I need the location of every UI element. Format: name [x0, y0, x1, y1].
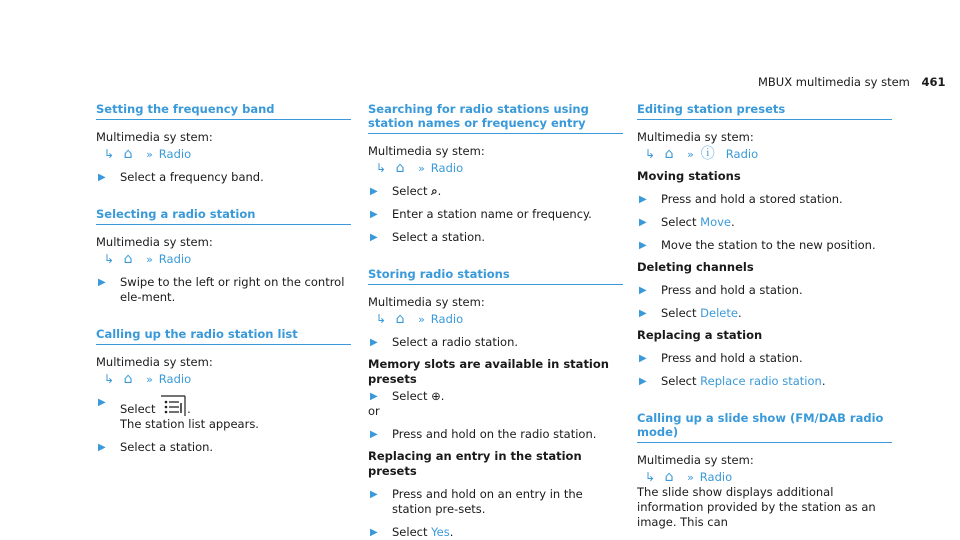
- plus-icon: ⊕: [431, 389, 441, 403]
- step-arrow-icon: ▶: [370, 489, 378, 500]
- menu-path: [104, 147, 351, 162]
- instruction-step: [637, 192, 892, 207]
- chevron-icon: »: [418, 313, 425, 326]
- replace-option: Replace radio station: [700, 374, 822, 388]
- yes-option: Yes: [431, 525, 450, 539]
- step-arrow-icon: ▶: [98, 442, 106, 453]
- step-arrow-icon: ▶: [370, 337, 378, 348]
- step-arrow-icon: ▶: [370, 429, 378, 440]
- system-label: Multimedia sy stem:: [637, 130, 754, 144]
- section-title: Calling up a slide show (FM/DAB radio mode): [637, 411, 892, 443]
- menu-path: [645, 470, 892, 485]
- station-list-icon: [159, 395, 187, 417]
- system-label: Multimedia sy stem:: [368, 295, 485, 309]
- section-title: Storing radio stations: [368, 267, 623, 285]
- radio-link: Radio: [158, 252, 192, 266]
- system-label: Multimedia sy stem:: [96, 235, 213, 249]
- chevron-icon: »: [418, 162, 425, 175]
- paragraph: The slide show displays additional information provided by the station as an image. This can: [637, 485, 876, 529]
- subheading: Deleting channels: [637, 260, 754, 274]
- step-text: Press and hold on the radio station.: [392, 427, 597, 441]
- instruction-step: [368, 207, 623, 222]
- menu-path: [376, 312, 623, 327]
- menu-path: [104, 372, 351, 387]
- path-arrow-icon: ↳: [376, 161, 387, 175]
- subheading: Replacing a station: [637, 328, 763, 342]
- home-icon: ⌂: [123, 251, 133, 267]
- step-text: Select a station.: [392, 230, 486, 244]
- step-arrow-icon: ▶: [639, 308, 647, 319]
- delete-option: Delete: [700, 306, 738, 320]
- step-arrow-icon: ▶: [370, 391, 378, 402]
- home-icon: ⌂: [395, 311, 405, 327]
- instruction-step: ▶ Select Replace radio station.: [639, 374, 826, 388]
- radio-link: Radio: [699, 470, 733, 484]
- step-arrow-icon: ▶: [639, 240, 647, 251]
- page-header: [758, 75, 946, 89]
- section-title: Setting the frequency band: [96, 102, 351, 120]
- step-arrow-icon: ▶: [639, 285, 647, 296]
- menu-path: [645, 147, 892, 162]
- step-text: Press and hold a station.: [661, 283, 803, 297]
- page-number: 461: [921, 75, 946, 89]
- or-text: or: [368, 404, 380, 418]
- radio-link: Radio: [430, 312, 464, 326]
- home-icon: ⌂: [664, 146, 674, 162]
- radio-link: Radio: [725, 147, 759, 161]
- chevron-icon: »: [146, 253, 153, 266]
- chevron-icon: »: [687, 471, 694, 484]
- chevron-icon: »: [687, 148, 694, 161]
- step-text: Swipe to the left or right on the control ele-ment.: [120, 275, 345, 304]
- chevron-icon: »: [146, 148, 153, 161]
- instruction-step: [96, 440, 351, 455]
- home-icon: ⌂: [395, 160, 405, 176]
- search-icon: ⌕: [431, 184, 438, 198]
- instruction-step: [637, 283, 892, 298]
- instruction-step: [368, 335, 623, 350]
- system-label: Multimedia sy stem:: [637, 453, 754, 467]
- home-icon: ⌂: [123, 371, 133, 387]
- path-arrow-icon: ↳: [104, 372, 115, 386]
- step-arrow-icon: ▶: [639, 376, 647, 387]
- step-text: Enter a station name or frequency.: [392, 207, 592, 221]
- system-label: Multimedia sy stem:: [96, 355, 213, 369]
- instruction-step: [96, 170, 351, 185]
- menu-path: [376, 161, 623, 176]
- step-arrow-icon: ▶: [98, 277, 106, 288]
- system-label: Multimedia sy stem:: [96, 130, 213, 144]
- step-arrow-icon: ▶: [639, 217, 647, 228]
- step-text: The station list appears.: [120, 417, 259, 431]
- instruction-step: ▶ Select Delete.: [639, 306, 742, 320]
- path-arrow-icon: ↳: [104, 147, 115, 161]
- step-arrow-icon: ▶: [639, 353, 647, 364]
- step-arrow-icon: ▶: [370, 186, 378, 197]
- instruction-step: ▶ Select ⊕.: [370, 389, 445, 403]
- step-text: Select a frequency band.: [120, 170, 264, 184]
- menu-path: [104, 252, 351, 267]
- section-title: Selecting a radio station: [96, 207, 351, 225]
- path-arrow-icon: ↳: [645, 147, 656, 161]
- chevron-icon: »: [146, 373, 153, 386]
- home-icon: ⌂: [664, 469, 674, 485]
- move-option: Move: [700, 215, 731, 229]
- instruction-step: ▶ Select Move.: [639, 215, 735, 229]
- step-text: Select: [120, 402, 156, 416]
- section-title: Calling up the radio station list: [96, 327, 351, 345]
- radio-link: Radio: [158, 147, 192, 161]
- info-icon: ⓘ: [700, 146, 715, 162]
- step-arrow-icon: ▶: [370, 527, 378, 538]
- radio-link: Radio: [158, 372, 192, 386]
- section-title: Searching for radio stations using station names or frequency entry: [368, 102, 623, 134]
- step-arrow-icon: ▶: [370, 232, 378, 243]
- instruction-step: [637, 238, 892, 253]
- step-arrow-icon: ▶: [98, 397, 106, 408]
- step-text: Select a station.: [120, 440, 214, 454]
- step-text: Move the station to the new position.: [661, 238, 876, 252]
- system-label: Multimedia sy stem:: [368, 144, 485, 158]
- subheading: Replacing an entry in the station presets: [368, 449, 582, 478]
- column-2: [368, 102, 623, 540]
- step-arrow-icon: ▶: [370, 209, 378, 220]
- step-text: Select a radio station.: [392, 335, 519, 349]
- instruction-step: [96, 275, 351, 305]
- instruction-step: ▶ Select . The station list appears.: [98, 397, 259, 431]
- path-arrow-icon: ↳: [645, 470, 656, 484]
- step-arrow-icon: ▶: [639, 194, 647, 205]
- instruction-step: ▶ Select Yes.: [370, 525, 454, 539]
- instruction-step: [368, 230, 623, 245]
- path-arrow-icon: ↳: [376, 312, 387, 326]
- subheading: Memory slots are available in station presets: [368, 357, 609, 386]
- step-text: Press and hold a stored station.: [661, 192, 843, 206]
- step-text: Press and hold a station.: [661, 351, 803, 365]
- column-3: [637, 102, 892, 530]
- instruction-step: [368, 487, 623, 517]
- section-title: Editing station presets: [637, 102, 892, 120]
- path-arrow-icon: ↳: [104, 252, 115, 266]
- step-text: Press and hold on an entry in the station pre-sets.: [392, 487, 583, 516]
- column-1: [96, 102, 351, 455]
- instruction-step: ▶ Select ⌕.: [370, 184, 442, 198]
- subheading: Moving stations: [637, 169, 741, 183]
- radio-link: Radio: [430, 161, 464, 175]
- instruction-step: [637, 351, 892, 366]
- step-arrow-icon: ▶: [98, 172, 106, 183]
- header-title: MBUX multimedia sy stem: [758, 75, 910, 89]
- instruction-step: [368, 427, 623, 442]
- home-icon: ⌂: [123, 146, 133, 162]
